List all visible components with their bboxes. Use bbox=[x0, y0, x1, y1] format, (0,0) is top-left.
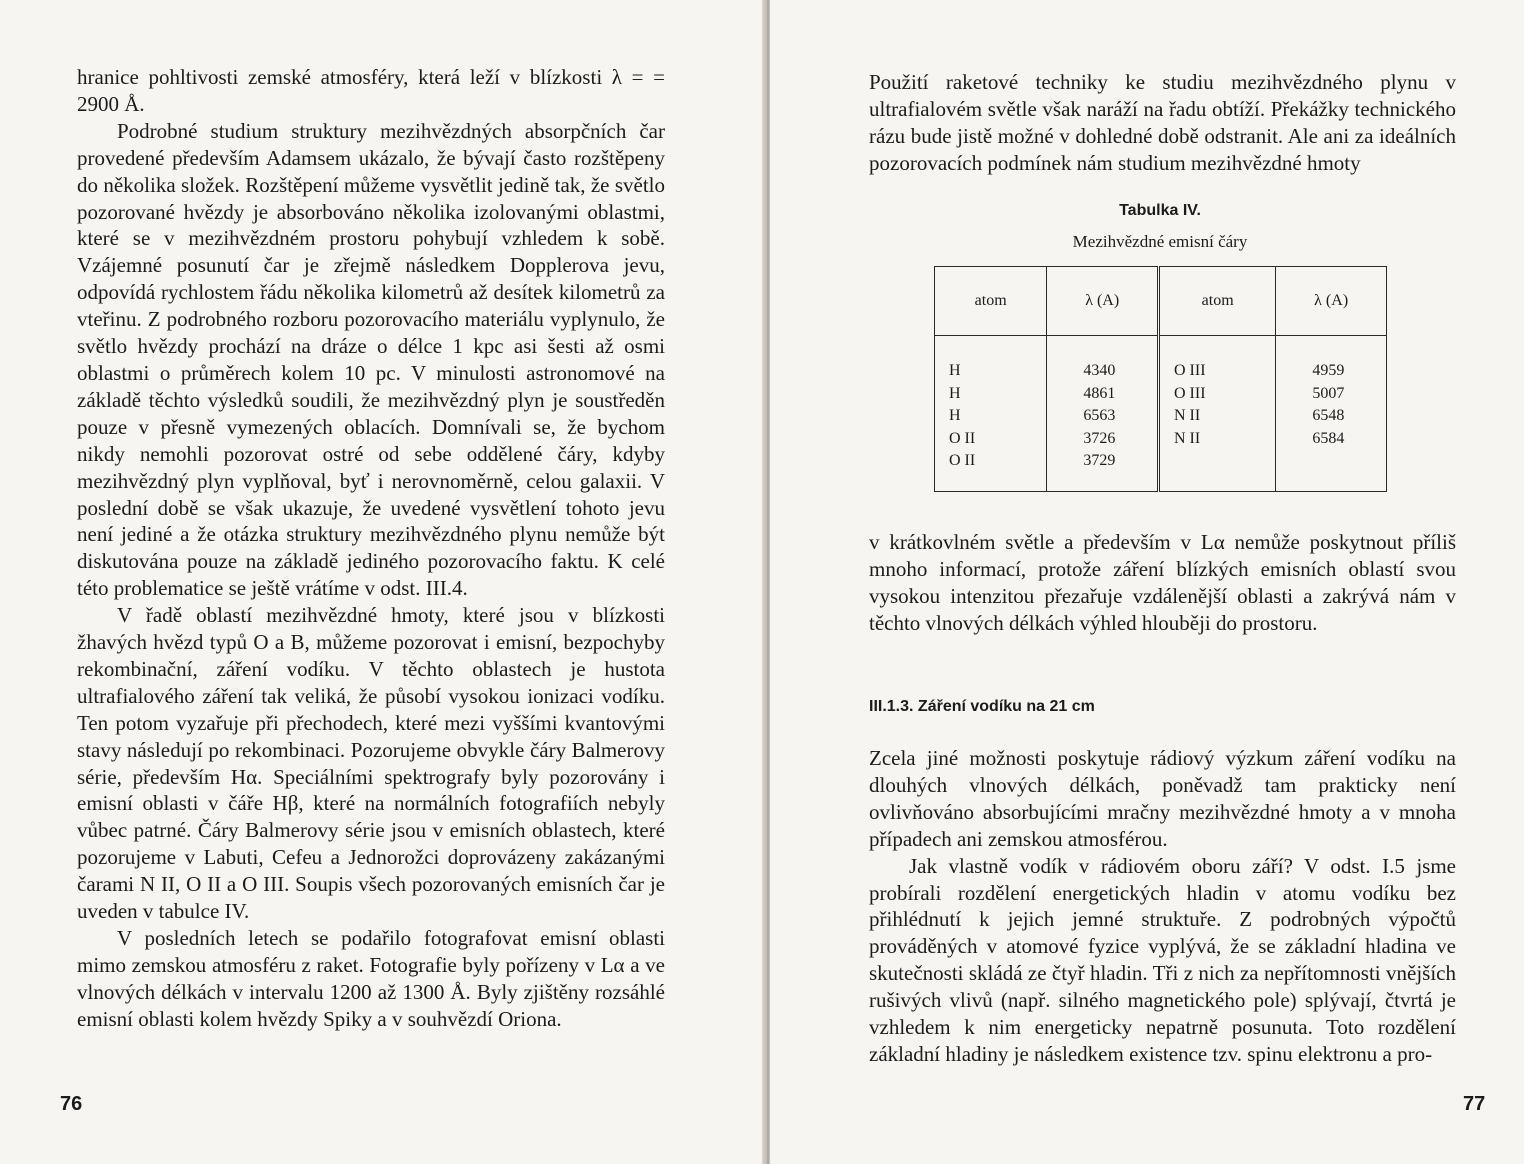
right-page-section-text bbox=[869, 745, 1456, 1068]
right-page-top-text bbox=[869, 69, 1456, 177]
table-cell-atoms: O III O III N II N II bbox=[1159, 336, 1276, 492]
paragraph: V řadě oblastí mezihvězdné hmoty, které jsou v blízkosti žhavých hvězd typů O a B, můžeme pozorovat i emisní, bezpochyby rekombinační, záření vodíku. V těchto oblastech je hustota ultrafialového záření tak veliká, že působí vysokou ionizaci vodíku. Ten potom vyzařuje při přechodech, které mezi vyššími kvantovými stavy následují po rekombinaci. Pozorujeme obvykle čáry Balmerovy série, především Hα. Speciálními spektrografy byly pozorovány i emisní oblasti v čáře Hβ, které na normálních fotografiích nebyly vůbec patrné. Čáry Balmerovy série jsou v emisních oblastech, které pozorujeme v Labuti, Cefeu a Jednorožci doprovázeny zakázanými čarami N II, O II a O III. Soupis všech pozorovaných emisních čar je uveden v tabulce IV. bbox=[77, 603, 665, 924]
table-cell-wavelengths: 4959 5007 6548 6584 bbox=[1276, 336, 1387, 492]
page-number: 76 bbox=[60, 1093, 83, 1115]
paragraph: Zcela jiné možnosti poskytuje rádiový výzkum záření vodíku na dlouhých vlnových délkách, poněvadž tam prakticky není ovlivňováno absorbujícími mračny mezihvězdné hmoty a v mnoha případech ani zemskou atmosférou. bbox=[869, 746, 1456, 851]
paragraph: Podrobné studium struktury mezihvězdných absorpčních čar provedené především Adamsem ukázalo, že bývají často rozštěpeny do několika složek. Rozštěpení můžeme vysvětlit jedině tak, že světlo pozorované hvězdy je absorbováno několika izolovanými oblastmi, které se v mezihvězdném prostoru pohybují vzhledem k sobě. Vzájemné posunutí čar je zřejmě následkem Dopplerova jevu, odpovídá rychlostem řádu několika kilometrů až desítek kilometrů za vteřinu. Z podrobného rozboru pozorovacího materiálu vyplynulo, že světlo hvězdy prochází na dráze o délce 1 kpc asi šesti až osmi oblastmi o průměrech kolem 10 pc. V minulosti astronomové na základě těchto výsledků soudili, že mezihvězdný plyn je soustředěn pouze v přesně vymezených oblacích. Domnívali se, že bychom nikdy nemohli pozorovat ostré od sebe oddělené čáry, kdyby mezihvězdný plyn vyplňoval, byť i nerovnoměrně, celou galaxii. V poslední době se však ukazuje, že uvedené vysvětlení tohoto jevu není jediné a že otázka struktury mezihvězdného plynu nemůže být diskutována pouze na základě jediného pozorovacího faktu. K celé této problematice se ještě vrátíme v odst. III.4. bbox=[77, 118, 665, 601]
table-subtitle: Mezihvězdné emisní čáry bbox=[1072, 232, 1248, 251]
left-page-text bbox=[77, 64, 665, 1033]
table-row bbox=[935, 336, 1387, 492]
paragraph: Jak vlastně vodík v rádiovém oboru září? V odst. I.5 jsme probírali rozdělení energetických hladin v atomu vodíku bez přihlédnutí k jejich jemné struktuře. Z podrobných výpočtů prováděných v atomové fyzice vyplývá, že se základní hladina ve skutečnosti skládá ze čtyř hladin. Tři z nich za nepřítomnosti vnějších rušivých vlivů (např. silného magnetického pole) splývají, čtvrtá je vzhledem k nim energeticky nepatrně posunuta. Toto rozdělení základní hladiny je následkem existence tzv. spinu elektronu a pro- bbox=[869, 853, 1456, 1066]
paragraph: Použití raketové techniky ke studiu mezihvězdného plynu v ultrafialovém světle však naráží na řadu obtíží. Překážky technického rázu bude jistě možné v dohledné době odstranit. Ale ani za ideálních pozorovacích podmínek nám studium mezihvězdné hmoty bbox=[869, 70, 1456, 175]
table-header-row bbox=[935, 267, 1387, 336]
paragraph: hranice pohltivosti zemské atmosféry, která leží v blízkosti λ = = 2900 Å. bbox=[77, 65, 665, 116]
column-header-atom: atom bbox=[935, 267, 1047, 336]
emission-lines-table bbox=[934, 266, 1387, 492]
table-cell-atoms: H H H O II O II bbox=[935, 336, 1047, 492]
page-number: 77 bbox=[1463, 1093, 1486, 1115]
right-page-mid-text bbox=[869, 529, 1456, 637]
table-title: Tabulka IV. bbox=[1119, 202, 1201, 219]
column-header-wavelength: λ (A) bbox=[1047, 267, 1159, 336]
table-cell-wavelengths: 4340 4861 6563 3726 3729 bbox=[1047, 336, 1159, 492]
right-page bbox=[770, 0, 1524, 1164]
section-heading: III.1.3. Záření vodíku na 21 cm bbox=[869, 698, 1095, 715]
column-header-atom: atom bbox=[1159, 267, 1276, 336]
column-header-wavelength: λ (A) bbox=[1276, 267, 1387, 336]
paragraph: V posledních letech se podařilo fotografovat emisní oblasti mimo zemskou atmosféru z raket. Fotografie byly pořízeny v Lα a ve vlnových délkách v intervalu 1200 až 1300 Å. Byly zjištěny rozsáhlé emisní oblasti kolem hvězdy Spiky a v souhvězdí Oriona. bbox=[77, 926, 665, 1031]
paragraph: v krátkovlném světle a především v Lα nemůže poskytnout příliš mnoho informací, protože záření blízkých emisních oblastí svou vysokou intenzitou přezařuje vzdálenější oblasti a zakrývá nám v těchto vlnových délkách výhled hlouběji do prostoru. bbox=[869, 530, 1456, 635]
